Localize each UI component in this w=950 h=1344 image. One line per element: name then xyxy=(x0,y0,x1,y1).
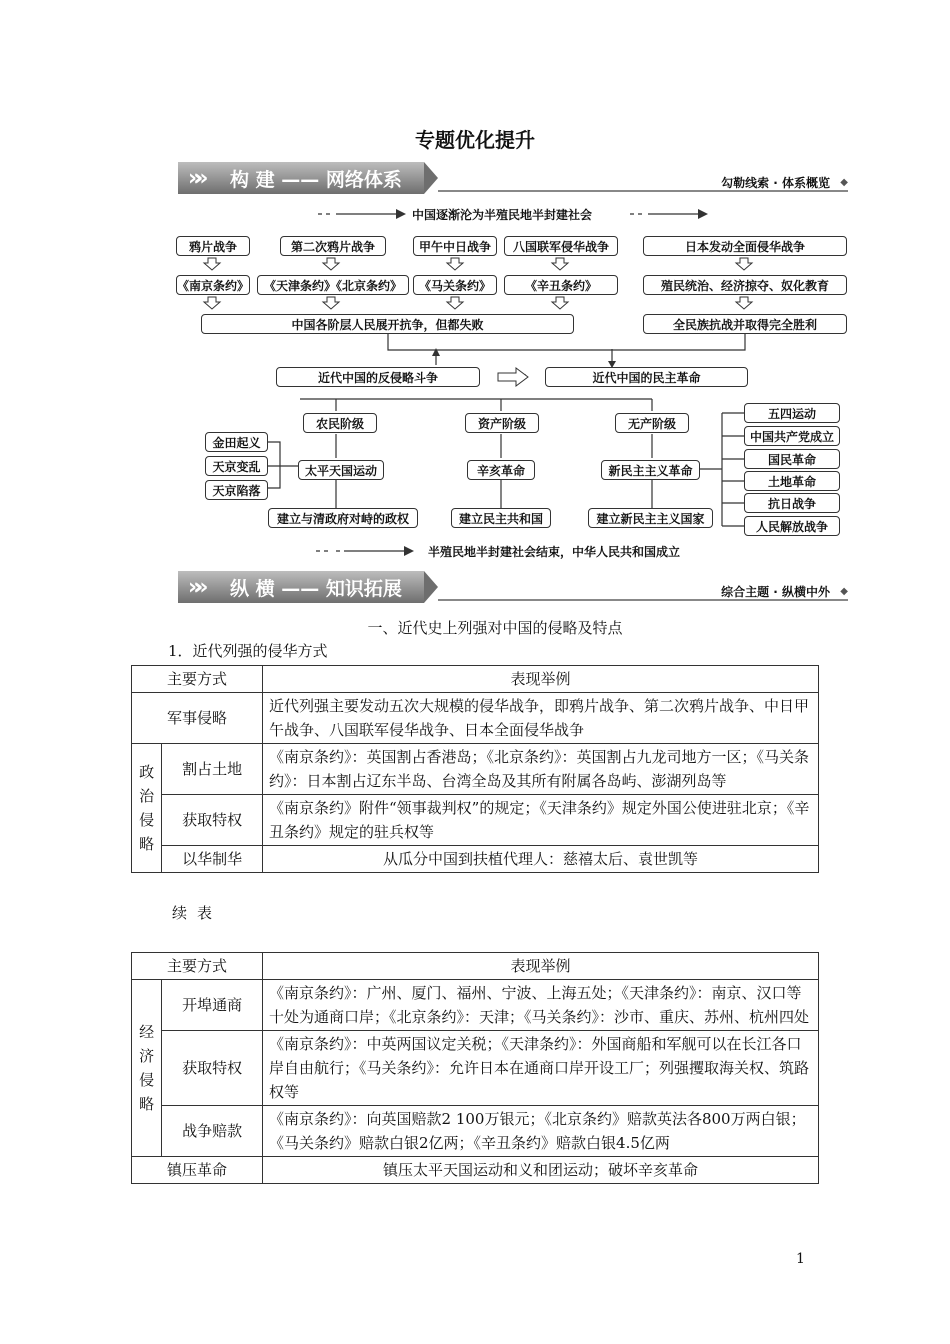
war-box: 第二次鸦片战争 xyxy=(280,236,386,256)
table-cell: 经济侵略 xyxy=(132,980,162,1157)
table-row xyxy=(132,666,819,693)
new-democratic-box: 国民革命 xyxy=(744,449,840,469)
subsection-heading: 1．近代列强的侵华方式 xyxy=(168,642,328,660)
treaty-box: 《马关条约》 xyxy=(413,275,497,295)
treaty-box: 《天津条约》《北京条约》 xyxy=(257,275,409,295)
war-box: 八国联军侵华战争 xyxy=(504,236,618,256)
table-cell: 以华制华 xyxy=(162,846,263,873)
table-row xyxy=(132,693,819,744)
new-democratic-box: 人民解放战争 xyxy=(744,516,840,536)
class-box: 无产阶级 xyxy=(615,413,689,433)
banner-label: 纵 横 —— 知识拓展 xyxy=(230,578,402,600)
page-number: 1 xyxy=(796,1251,805,1267)
table-header: 表现举例 xyxy=(263,953,819,980)
banner-subtitle: 勾勒线索 · 体系概览 xyxy=(721,176,830,190)
new-democratic-box: 中国共产党成立 xyxy=(744,426,840,446)
table-cell: 《南京条约》附件“领事裁判权”的规定；《天津条约》规定外国公使进驻北京；《辛丑条约》规定的驻兵权等 xyxy=(263,795,819,846)
table-cell: 军事侵略 xyxy=(132,693,263,744)
taiping-event-box: 金田起义 xyxy=(205,432,268,452)
section-heading: 一、近代史上列强对中国的侵略及特点 xyxy=(367,619,623,637)
table-row xyxy=(132,953,819,980)
anti-aggression-box: 近代中国的反侵略斗争 xyxy=(276,367,480,387)
diamond-icon: ◆ xyxy=(840,177,848,188)
table-cell: 近代列强主要发动五次大规模的侵华战争，即鸦片战争、第二次鸦片战争、中日甲午战争、八国联军侵华战争、日本全面侵华战争 xyxy=(263,693,819,744)
page-title: 专题优化提升 xyxy=(415,128,535,152)
table-header: 表现举例 xyxy=(263,666,819,693)
table-row xyxy=(132,980,819,1031)
table-cell: 政治侵略 xyxy=(132,744,162,873)
table-cell: 镇压革命 xyxy=(132,1157,263,1184)
new-democratic-box: 五四运动 xyxy=(744,403,840,423)
invasion-table-2 xyxy=(131,952,819,1184)
bottom-line-text: 半殖民地半封建社会结束，中华人民共和国成立 xyxy=(428,545,681,559)
table-cell: 《南京条约》：中英两国议定关税；《天津条约》：外国商船和军舰可以在长江各口岸自由航行；《马关条约》：允许日本在通商口岸开设工厂；列强攫取海关权、筑路权等 xyxy=(263,1031,819,1106)
movement-box: 辛亥革命 xyxy=(467,460,535,480)
table-cell: 从瓜分中国到扶植代理人：慈禧太后、袁世凯等 xyxy=(263,846,819,873)
table-row xyxy=(132,795,819,846)
democratic-revolution-box: 近代中国的民主革命 xyxy=(545,367,748,387)
table-row xyxy=(132,744,819,795)
banner-subtitle: 综合主题 · 纵横中外 xyxy=(721,585,830,599)
continued-label: 续表 xyxy=(172,904,223,922)
resist-fail-box: 中国各阶层人民展开抗争，但都失败 xyxy=(201,314,574,334)
table-cell: 获取特权 xyxy=(162,1031,263,1106)
movement-box: 太平天国运动 xyxy=(298,460,384,480)
table-cell: 开埠通商 xyxy=(162,980,263,1031)
taiping-event-box: 天京变乱 xyxy=(205,456,268,476)
table-row xyxy=(132,1031,819,1106)
table-cell: 割占土地 xyxy=(162,744,263,795)
movement-box: 新民主主义革命 xyxy=(601,460,700,480)
resist-win-box: 全民族抗战并取得完全胜利 xyxy=(643,314,847,334)
network-diagram xyxy=(0,0,950,570)
chevron-icon: »» xyxy=(188,166,201,191)
table-row xyxy=(132,846,819,873)
table-cell: 获取特权 xyxy=(162,795,263,846)
banner-label: 构 建 —— 网络体系 xyxy=(230,169,402,191)
treaty-box: 《辛丑条约》 xyxy=(504,275,618,295)
class-box: 资产阶级 xyxy=(465,413,539,433)
top-line-text: 中国逐渐沦为半殖民地半封建社会 xyxy=(412,208,593,222)
war-box: 甲午中日战争 xyxy=(413,236,497,256)
table-cell: 《南京条约》：向英国赔款2 100万银元；《北京条约》赔款英法各800万两白银；《马关条约》赔款白银2亿两；《辛丑条约》赔款白银4.5亿两 xyxy=(263,1106,819,1157)
invasion-table-1 xyxy=(131,665,819,873)
result-box: 建立与清政府对峙的政权 xyxy=(268,508,418,528)
table-row xyxy=(132,1157,819,1184)
treaty-box: 殖民统治、经济掠夺、奴化教育 xyxy=(643,275,847,295)
new-democratic-box: 土地革命 xyxy=(744,471,840,491)
chevron-icon: »» xyxy=(188,575,201,600)
class-box: 农民阶级 xyxy=(303,413,377,433)
diamond-icon: ◆ xyxy=(840,586,848,597)
war-box: 鸦片战争 xyxy=(176,236,250,256)
table-header: 主要方式 xyxy=(132,666,263,693)
section-banner-knowledge xyxy=(178,571,848,603)
war-box: 日本发动全面侵华战争 xyxy=(643,236,847,256)
table-cell: 《南京条约》：广州、厦门、福州、宁波、上海五处；《天津条约》：南京、汉口等十处为通商口岸；《北京条约》：天津；《马关条约》：沙市、重庆、苏州、杭州四处 xyxy=(263,980,819,1031)
table-header: 主要方式 xyxy=(132,953,263,980)
new-democratic-box: 抗日战争 xyxy=(744,493,840,513)
result-box: 建立新民主主义国家 xyxy=(588,508,713,528)
result-box: 建立民主共和国 xyxy=(451,508,551,528)
treaty-box: 《南京条约》 xyxy=(176,275,250,295)
table-row xyxy=(132,1106,819,1157)
table-cell: 《南京条约》：英国割占香港岛；《北京条约》：英国割占九龙司地方一区；《马关条约》：日本割占辽东半岛、台湾全岛及其所有附属各岛屿、澎湖列岛等 xyxy=(263,744,819,795)
table-cell: 战争赔款 xyxy=(162,1106,263,1157)
table-cell: 镇压太平天国运动和义和团运动；破坏辛亥革命 xyxy=(263,1157,819,1184)
taiping-event-box: 天京陷落 xyxy=(205,480,268,500)
